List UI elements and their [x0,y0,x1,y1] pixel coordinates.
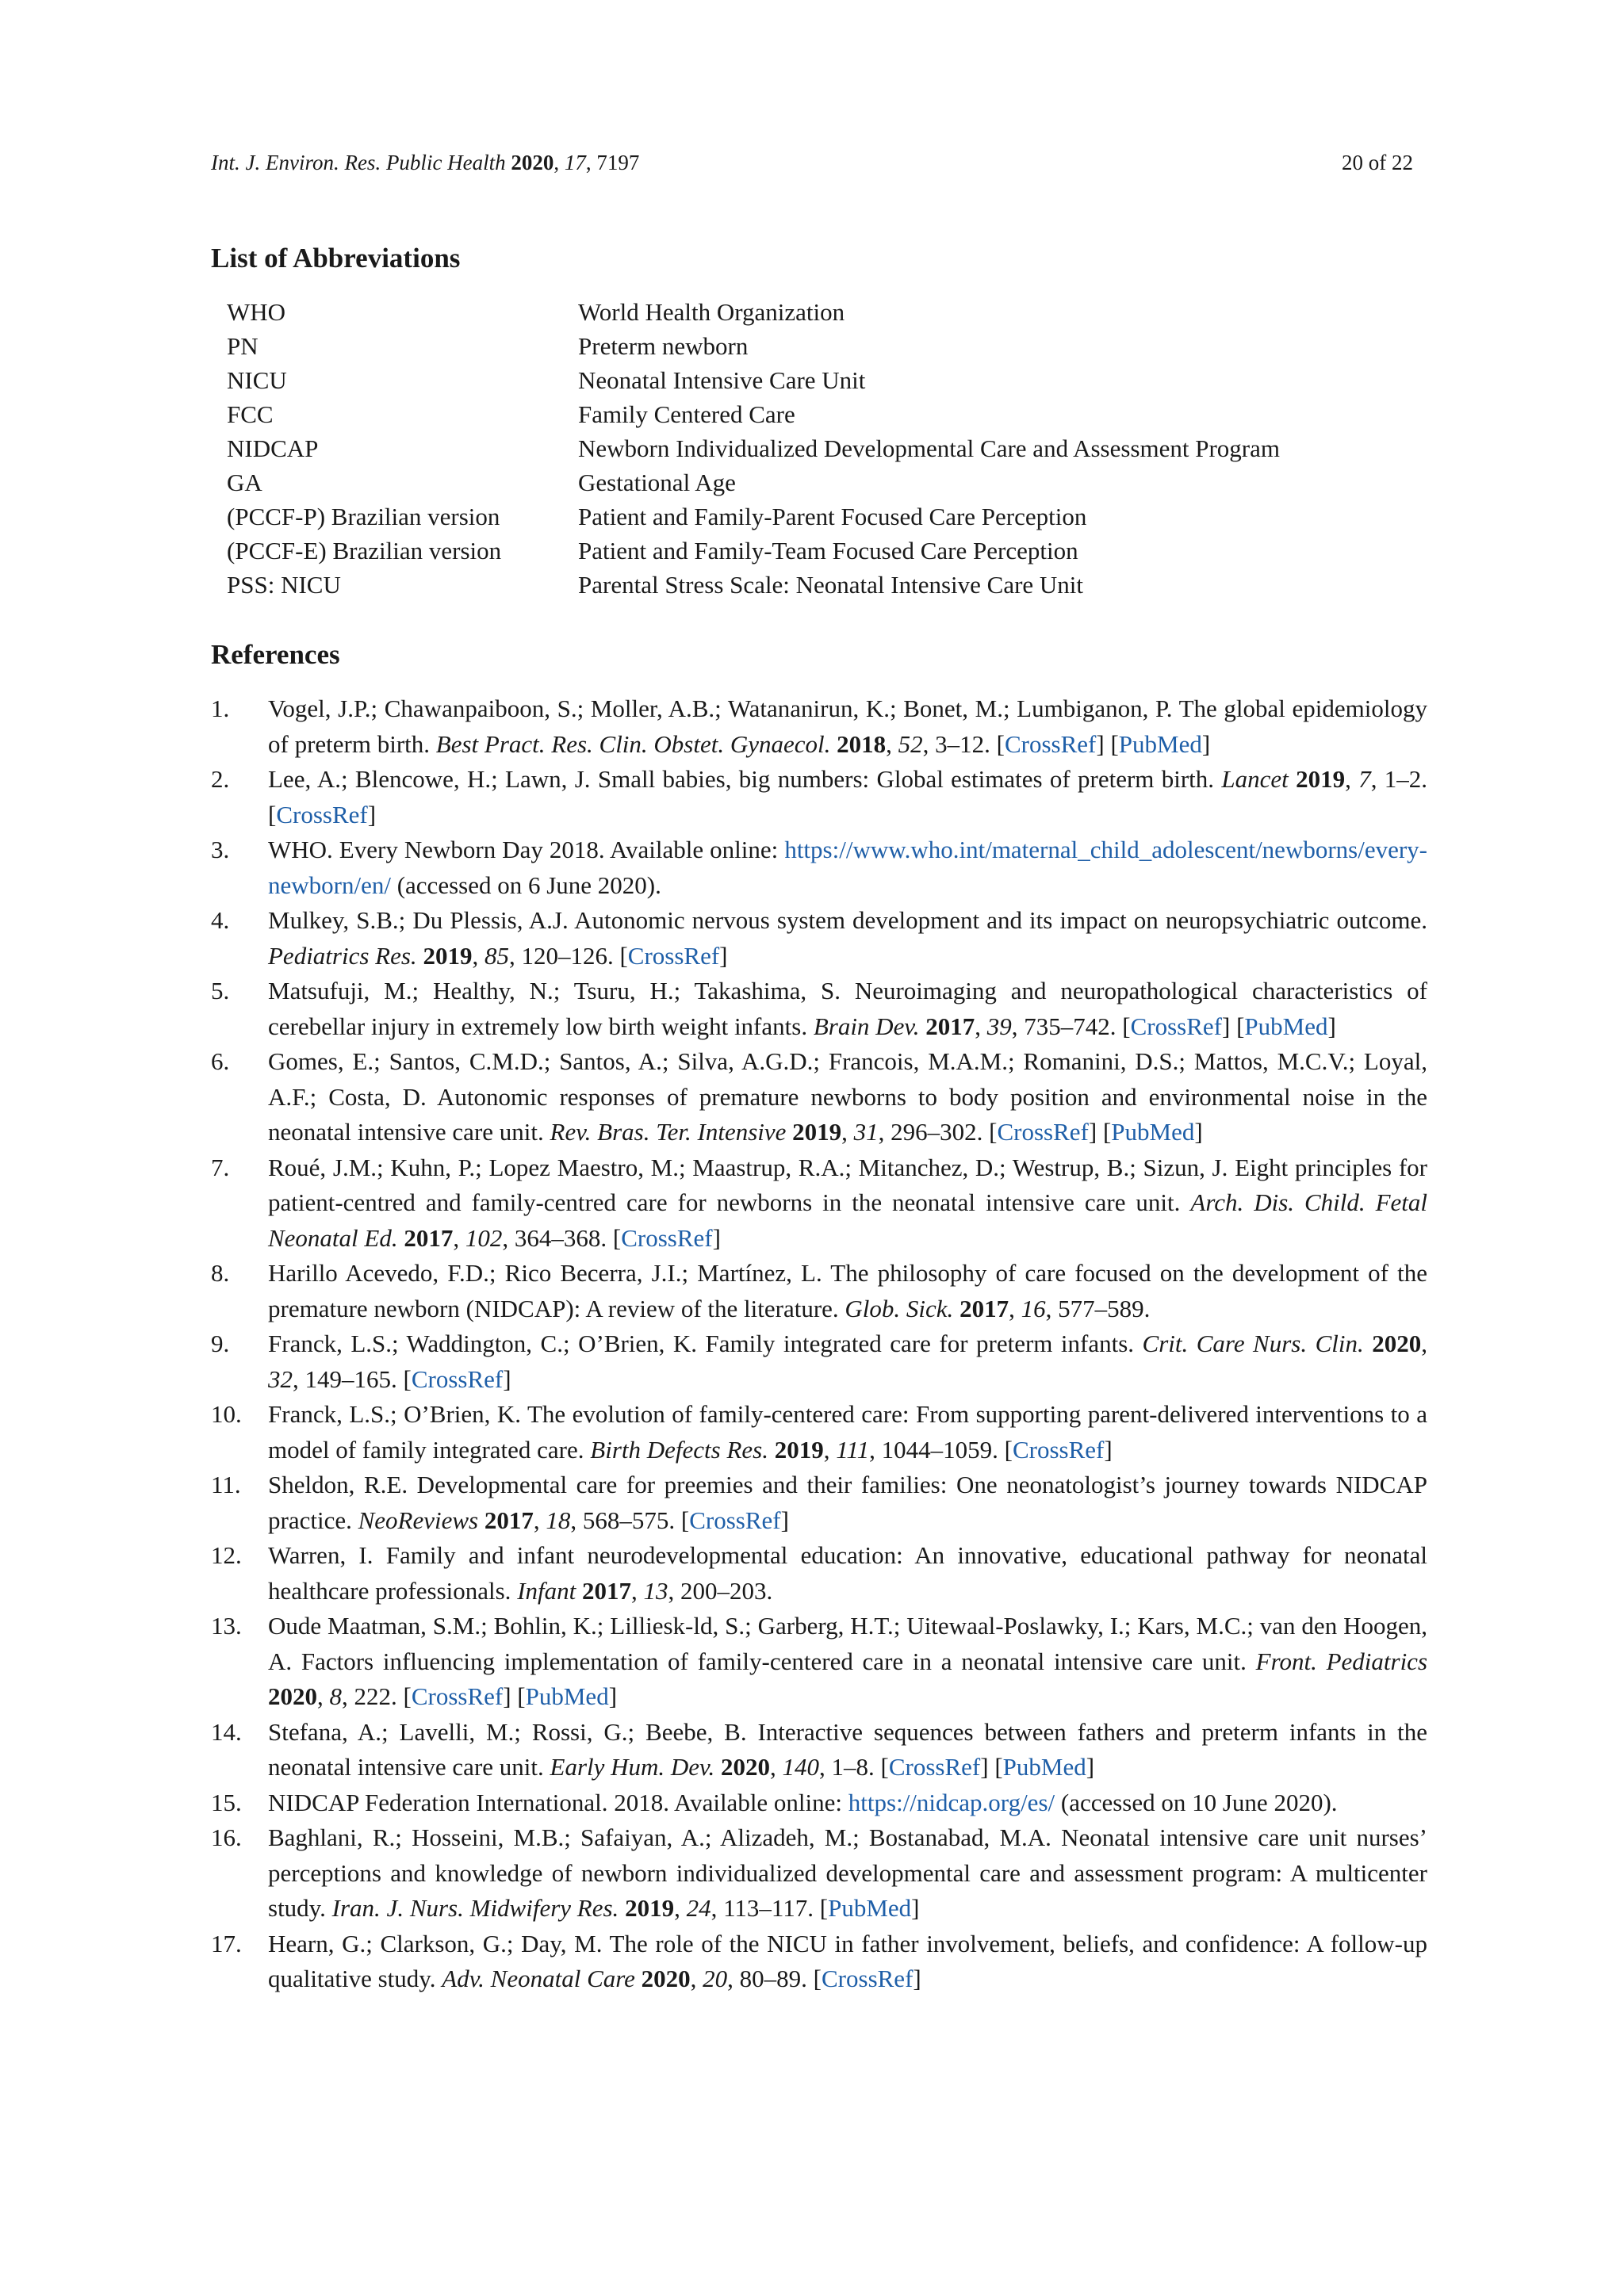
reference-item [211,1326,1427,1397]
reference-authors-title: NIDCAP Federation International. 2018. Available online: [268,1788,843,1816]
reference-journal: Front. Pediatrics [1255,1647,1428,1675]
abbreviation-definition: World Health Organization [578,298,845,326]
reference-volume: 8 [329,1682,342,1710]
reference-year: 2020 [1372,1330,1422,1357]
reference-year: 2018 [837,729,887,758]
references-title: References [211,639,340,670]
reference-text: Harillo Acevedo, F.D.; Rico Becerra, J.I.; Martínez, L. The philosophy of care focused on the development of the premature newborn (NIDCAP): A review of the literature. Glob. Sick. 2017, 16, 577–589. [268,1259,1427,1322]
reference-number: 15. [211,1788,242,1816]
reference-number: 17. [211,1929,242,1957]
reference-text: Franck, L.S.; O’Brien, K. The evolution of family-centered care: From supporting parent-delivered interventions to a model of family integrated care. Birth Defects Res. 2019, 111, 1044–1059. [CrossRef] [268,1400,1427,1464]
reference-number: 8. [211,1259,230,1287]
reference-pubmed-link[interactable]: PubMed [1244,1012,1328,1040]
reference-text: Sheldon, R.E. Developmental care for preemies and their families: One neonatologist’s journey towards NIDCAP practice. NeoReviews 2017, 18, 568–575. [CrossRef] [268,1471,1427,1534]
reference-pubmed-link[interactable]: PubMed [828,1894,912,1922]
reference-authors-title: Hearn, G.; Clarkson, G.; Day, M. The role of the NICU in father involvement, beliefs, and confidence: A follow-up qualitative study. [268,1929,1427,1992]
reference-volume: 39 [986,1012,1012,1040]
reference-volume: 111 [836,1435,870,1464]
reference-volume: 24 [686,1894,711,1922]
reference-number: 3. [211,836,230,863]
reference-text: Roué, J.M.; Kuhn, P.; Lopez Maestro, M.; Maastrup, R.A.; Mitanchez, D.; Westrup, B.; Sizun, J. Eight principles for patient-centred and family-centred care for newborns in the neonatal intensive care unit. Arch. Dis. Child. Fetal Neonatal Ed. 2017, 102, 364–368. [CrossRef] [268,1153,1428,1252]
reference-number: 4. [211,906,230,934]
reference-year: 2020 [268,1682,317,1710]
reference-text: Vogel, J.P.; Chawanpaiboon, S.; Moller, A.B.; Watananirun, K.; Bonet, M.; Lumbiganon, P. The global epidemiology of preterm birth. Best Pract. Res. Clin. Obstet. Gynaecol. 2018, 52, 3–12. [CrossRef] [PubMed] [268,695,1427,758]
reference-journal: Adv. Neonatal Care [442,1965,635,1992]
journal-citation: Int. J. Environ. Res. Public Health 2020, 17, 7197 [211,151,640,174]
reference-crossref-link[interactable]: CrossRef [276,800,368,828]
reference-text: Baghlani, R.; Hosseini, M.B.; Safaiyan, A.; Alizadeh, M.; Bostanabad, M.A. Neonatal intensive care unit nurses’ perceptions and knowledge of newborn individualized developmental care and assessment program: A multicenter study. Iran. J. Nurs. Midwifery Res. 2019, 24, 113–117. [PubMed] [268,1823,1427,1922]
reference-year: 2019 [423,941,473,970]
abbreviation-term: FCC [227,400,274,428]
abbreviation-definition: Newborn Individualized Developmental Care and Assessment Program [578,434,1280,462]
reference-authors-title: Stefana, A.; Lavelli, M.; Rossi, G.; Beebe, B. Interactive sequences between fathers and preterm infants in the neonatal intensive care unit. [268,1717,1427,1781]
reference-year: 2020 [721,1753,771,1781]
reference-crossref-link[interactable]: CrossRef [411,1682,504,1710]
abbreviation-term: WHO [227,298,286,326]
reference-journal: Arch. Dis. Child. Fetal Neonatal Ed. [268,1188,1428,1252]
reference-year: 2017 [484,1506,534,1534]
reference-text: Stefana, A.; Lavelli, M.; Rossi, G.; Beebe, B. Interactive sequences between fathers and preterm infants in the neonatal intensive care unit. Early Hum. Dev. 2020, 140, 1–8. [CrossRef] [PubMed] [268,1717,1427,1781]
abbreviation-row [227,295,1416,329]
abbreviation-term: PN [227,332,259,360]
reference-item [211,1256,1427,1326]
reference-text: Mulkey, S.B.; Du Plessis, A.J. Autonomic nervous system development and its impact on neuropsychiatric outcome. Pediatrics Res. 2019, 85, 120–126. [CrossRef] [268,906,1427,970]
reference-pages: , 296–302. [878,1118,983,1146]
reference-number: 5. [211,977,230,1004]
abbreviation-term: PSS: NICU [227,571,341,599]
reference-journal: Lancet [1221,765,1289,793]
reference-text [268,1785,1427,1821]
reference-pages: , 364–368. [502,1223,607,1252]
reference-volume: 140 [782,1753,820,1781]
reference-volume: 32 [268,1364,293,1393]
reference-crossref-link[interactable]: CrossRef [689,1506,781,1534]
reference-journal: Early Hum. Dev. [550,1753,715,1781]
reference-pages: , 577–589. [1045,1294,1151,1322]
reference-item [211,1927,1427,1997]
abbreviation-row [227,431,1416,465]
reference-authors-title: Matsufuji, M.; Healthy, N.; Tsuru, H.; Takashima, S. Neuroimaging and neuropathological characteristics of cerebellar injury in extremely low birth weight infants. [268,977,1427,1040]
reference-year: 2017 [959,1294,1009,1322]
abbreviation-definition: Patient and Family-Parent Focused Care Perception [578,503,1087,530]
reference-accessed: (accessed on 6 June 2020). [396,871,661,899]
journal-name: Int. J. Environ. Res. Public Health [211,151,506,174]
reference-url-link[interactable]: https://www.who.int/maternal_child_adolescent/newborns/every-newborn/en/ [268,836,1427,899]
reference-crossref-link[interactable]: CrossRef [1004,729,1097,758]
reference-text: Oude Maatman, S.M.; Bohlin, K.; Lilliesk-ld, S.; Garberg, H.T.; Uitewaal-Poslawky, I.; Kars, M.C.; van den Hoogen, A. Factors influencing implementation of family-centered care in a neonatal intensive care unit. Front. Pediatrics 2020, 8, 222. [CrossRef] [PubMed] [268,1612,1428,1710]
reference-number: 11. [211,1471,241,1498]
reference-authors-title: Vogel, J.P.; Chawanpaiboon, S.; Moller, A.B.; Watananirun, K.; Bonet, M.; Lumbiganon, P. The global epidemiology of preterm birth. [268,695,1427,758]
reference-year: 2019 [1296,765,1346,793]
reference-crossref-link[interactable]: CrossRef [411,1364,504,1393]
reference-journal: Crit. Care Nurs. Clin. [1142,1330,1364,1357]
reference-volume: 16 [1021,1294,1046,1322]
reference-item [211,691,1427,762]
abbreviation-row [227,465,1416,499]
reference-year: 2017 [404,1223,454,1252]
reference-volume: 102 [465,1223,503,1252]
reference-journal: Glob. Sick. [845,1294,954,1322]
reference-number: 12. [211,1541,242,1569]
abbreviation-row [227,363,1416,397]
reference-crossref-link[interactable]: CrossRef [627,941,720,970]
reference-item [211,762,1427,832]
reference-journal: Rev. Bras. Ter. Intensive [550,1118,787,1146]
abbreviation-definition: Preterm newborn [578,332,749,360]
abbreviation-row [227,534,1416,568]
reference-pages: , 80–89. [727,1965,807,1992]
reference-volume: 13 [643,1576,668,1605]
reference-authors-title: Franck, L.S.; Waddington, C.; O’Brien, K. Family integrated care for preterm infants. [268,1330,1135,1357]
abbreviation-term: NIDCAP [227,434,319,462]
reference-authors-title: Oude Maatman, S.M.; Bohlin, K.; Lilliesk-ld, S.; Garberg, H.T.; Uitewaal-Poslawky, I.; Kars, M.C.; van den Hoogen, A. Factors influencing implementation of family-centered care in a neonatal intensive care unit. [268,1612,1427,1675]
reference-authors-title: Harillo Acevedo, F.D.; Rico Becerra, J.I.; Martínez, L. The philosophy of care focused on the development of the premature newborn (NIDCAP): A review of the literature. [268,1259,1427,1322]
reference-number: 16. [211,1823,242,1851]
reference-authors-title: Lee, A.; Blencowe, H.; Lawn, J. Small babies, big numbers: Global estimates of preterm birth. [268,765,1215,793]
abbreviation-term: (PCCF-P) Brazilian version [227,503,500,530]
reference-pages: , 149–165. [293,1364,397,1393]
reference-item [211,832,1427,903]
reference-number: 2. [211,765,230,793]
journal-year: 2020 [511,151,554,174]
reference-pages: , 3–12. [922,729,990,758]
reference-volume: 7 [1358,765,1371,793]
reference-journal: Infant [517,1576,576,1605]
reference-item [211,1150,1427,1257]
reference-item [211,1609,1427,1715]
reference-journal: Brain Dev. [813,1012,920,1040]
reference-authors-title: WHO. Every Newborn Day 2018. Available online: [268,836,779,863]
reference-year: 2019 [625,1894,675,1922]
reference-authors-title: Warren, I. Family and infant neurodevelopmental education: An innovative, educational pathway for neonatal healthcare professionals. [268,1541,1427,1605]
reference-item [211,974,1427,1044]
reference-url-link[interactable]: https://nidcap.org/es/ [848,1788,1055,1816]
reference-accessed: (accessed on 10 June 2020). [1060,1788,1338,1816]
reference-item [211,1820,1427,1927]
reference-text: Gomes, E.; Santos, C.M.D.; Santos, A.; Silva, A.G.D.; Francois, M.A.M.; Romanini, D.S.; Mattos, M.C.V.; Loyal, A.F.; Costa, D. Autonomic responses of premature newborns to body position and environmental noise in the neonatal intensive care unit. Rev. Bras. Ter. Intensive 2019, 31, 296–302. [CrossRef] [PubMed] [268,1047,1427,1146]
reference-pubmed-link[interactable]: PubMed [1111,1118,1195,1146]
reference-pubmed-link[interactable]: PubMed [1118,729,1202,758]
reference-authors-title: Roué, J.M.; Kuhn, P.; Lopez Maestro, M.; Maastrup, R.A.; Mitanchez, D.; Westrup, B.; Sizun, J. Eight principles for patient-centred and family-centred care for newborns in the neonatal intensive care unit. [268,1153,1427,1216]
reference-number: 6. [211,1047,230,1075]
reference-pages: , 1–8. [819,1753,875,1781]
reference-authors-title: Mulkey, S.B.; Du Plessis, A.J. Autonomic nervous system development and its impact on neuropsychiatric outcome. [268,906,1427,934]
reference-year: 2019 [774,1435,824,1464]
reference-pubmed-link[interactable]: PubMed [1002,1753,1086,1781]
reference-journal: Pediatrics Res. [268,941,417,970]
reference-pages: , 735–742. [1011,1012,1116,1040]
reference-journal: Iran. J. Nurs. Midwifery Res. [331,1894,619,1922]
reference-year: 2017 [925,1012,975,1040]
abbreviation-row [227,568,1416,602]
reference-number: 9. [211,1330,230,1357]
abbreviation-row [227,397,1416,431]
reference-authors-title: Franck, L.S.; O’Brien, K. The evolution of family-centered care: From supporting parent-delivered interventions to a model of family integrated care. [268,1400,1427,1464]
reference-journal: Best Pract. Res. Clin. Obstet. Gynaecol. [435,729,831,758]
reference-crossref-link[interactable]: CrossRef [1130,1012,1222,1040]
abbreviation-definition: Family Centered Care [578,400,795,428]
abbreviation-term: (PCCF-E) Brazilian version [227,537,502,564]
reference-year: 2020 [641,1965,691,1992]
abbreviation-definition: Parental Stress Scale: Neonatal Intensive Care Unit [578,571,1084,599]
reference-pages: , 222. [342,1682,397,1710]
reference-crossref-link[interactable]: CrossRef [997,1118,1089,1146]
reference-pages: , 568–575. [570,1506,676,1534]
reference-crossref-link[interactable]: CrossRef [888,1753,981,1781]
abbreviations-list [227,295,1416,602]
abbreviation-term: GA [227,469,262,496]
reference-authors-title: Sheldon, R.E. Developmental care for preemies and their families: One neonatologist’s journey towards NIDCAP practice. [268,1471,1427,1534]
reference-number: 10. [211,1400,242,1428]
reference-volume: 85 [484,941,509,970]
abbreviations-title: List of Abbreviations [211,243,461,274]
page-number: 20 of 22 [1342,151,1413,174]
reference-number: 7. [211,1153,230,1181]
abbreviation-definition: Patient and Family-Team Focused Care Perception [578,537,1078,564]
reference-text: Franck, L.S.; Waddington, C.; O’Brien, K. Family integrated care for preterm infants. Crit. Care Nurs. Clin. 2020, 32, 149–165. [CrossRef] [268,1330,1428,1393]
abbreviation-row [227,329,1416,363]
abbreviation-term: NICU [227,366,287,394]
journal-volume: 17 [564,151,586,174]
reference-journal: NeoReviews [358,1506,479,1534]
reference-crossref-link[interactable]: CrossRef [621,1223,713,1252]
reference-pages: , 113–117. [710,1894,814,1922]
reference-pages: , 1044–1059. [869,1435,998,1464]
reference-text: Hearn, G.; Clarkson, G.; Day, M. The role of the NICU in father involvement, beliefs, and confidence: A follow-up qualitative study. Adv. Neonatal Care 2020, 20, 80–89. [CrossRef] [268,1929,1427,1992]
reference-volume: 52 [898,729,923,758]
reference-number: 14. [211,1717,242,1746]
reference-journal: Birth Defects Res. [590,1435,768,1464]
reference-item [211,1715,1427,1785]
reference-item [211,903,1427,974]
reference-authors-title: Baghlani, R.; Hosseini, M.B.; Safaiyan, A.; Alizadeh, M.; Bostanabad, M.A. Neonatal intensive care unit nurses’ perceptions and knowledge of newborn individualized developmental care and assessment program: A multicenter study. [268,1823,1427,1922]
reference-item [211,1468,1427,1538]
article-number: 7197 [596,151,640,174]
reference-year: 2019 [792,1118,842,1146]
reference-crossref-link[interactable]: CrossRef [1012,1435,1105,1464]
reference-item [211,1785,1427,1821]
reference-authors-title: Gomes, E.; Santos, C.M.D.; Santos, A.; Silva, A.G.D.; Francois, M.A.M.; Romanini, D.S.; Mattos, M.C.V.; Loyal, A.F.; Costa, D. Autonomic responses of premature newborns to body position and environmental noise in the neonatal intensive care unit. [268,1047,1427,1146]
references-list [211,691,1427,1997]
reference-number: 1. [211,695,230,722]
reference-crossref-link[interactable]: CrossRef [822,1965,914,1992]
reference-pages: , 200–203. [668,1576,773,1605]
abbreviation-row [227,499,1416,534]
reference-number: 13. [211,1612,242,1640]
reference-text: Warren, I. Family and infant neurodevelopmental education: An innovative, educational pathway for neonatal healthcare professionals. Infant 2017, 13, 200–203. [268,1541,1427,1605]
reference-pages: , 1–2. [1370,765,1428,793]
reference-volume: 31 [853,1118,879,1146]
reference-text: Lee, A.; Blencowe, H.; Lawn, J. Small babies, big numbers: Global estimates of preterm birth. Lancet 2019, 7, 1–2. [CrossRef] [268,765,1428,828]
reference-volume: 18 [546,1506,571,1534]
reference-text [268,832,1427,903]
reference-item [211,1044,1427,1150]
reference-pages: , 120–126. [508,941,614,970]
abbreviation-definition: Neonatal Intensive Care Unit [578,366,866,394]
reference-item [211,1538,1427,1609]
reference-text: Matsufuji, M.; Healthy, N.; Tsuru, H.; Takashima, S. Neuroimaging and neuropathological characteristics of cerebellar injury in extremely low birth weight infants. Brain Dev. 2017, 39, 735–742. [CrossRef] [PubMed] [268,977,1427,1040]
running-header [211,151,1413,182]
reference-year: 2017 [582,1576,631,1605]
reference-pubmed-link[interactable]: PubMed [525,1682,609,1710]
abbreviation-definition: Gestational Age [578,469,736,496]
reference-volume: 20 [703,1965,728,1992]
reference-item [211,1397,1427,1468]
